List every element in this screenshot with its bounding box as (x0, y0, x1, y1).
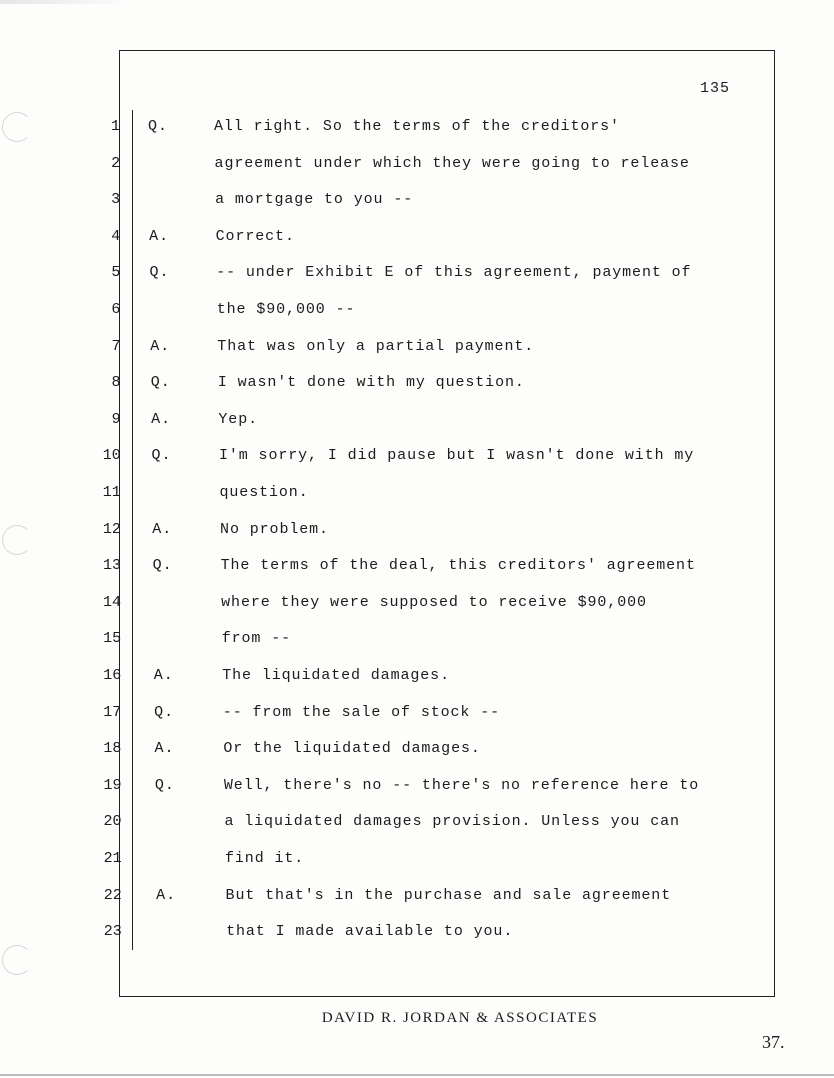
reporter-footer: DAVID R. JORDAN & ASSOCIATES (321, 1010, 599, 1026)
speaker-answer: A. (151, 410, 172, 428)
transcript-line-text: agreement under which they were going to release (214, 154, 690, 172)
speaker-question: Q. (148, 118, 169, 135)
speaker-answer: A. (149, 227, 170, 245)
line-number: 11 (102, 484, 121, 501)
transcript-line-text: Well, there's no -- there's no reference here to (223, 776, 700, 794)
speaker-question: Q. (154, 776, 175, 794)
line-number: 6 (111, 301, 121, 318)
speaker-question: Q. (152, 557, 173, 575)
line-number: 21 (103, 850, 122, 867)
transcript-line-text: from -- (221, 630, 291, 648)
speaker-answer: A. (150, 337, 171, 355)
line-number: 15 (103, 630, 122, 648)
transcript-line-text: All right. So the terms of the creditors' (214, 118, 620, 135)
line-number: 20 (103, 813, 122, 831)
speaker-answer: A. (154, 740, 175, 758)
transcript-line-text: I wasn't done with my question. (217, 374, 525, 392)
line-number: 4 (111, 227, 121, 245)
line-number: 12 (102, 520, 121, 538)
punch-hole (2, 945, 32, 975)
transcript-line-text: No problem. (220, 520, 329, 538)
line-number: 13 (102, 557, 121, 575)
speaker-answer: A. (153, 667, 174, 684)
transcript-line-text: the $90,000 -- (216, 301, 356, 318)
line-number: 9 (111, 410, 121, 428)
line-number: 22 (103, 886, 122, 904)
line-number: 2 (111, 154, 121, 172)
handwritten-exhibit-number: 37. (762, 1032, 785, 1052)
transcript-line-text: Yep. (218, 410, 258, 428)
line-number: 8 (111, 374, 121, 392)
transcript-line-text: Correct. (215, 227, 295, 245)
speaker-question: Q. (150, 374, 171, 392)
punch-hole (2, 525, 32, 555)
line-number: 10 (102, 447, 121, 465)
line-number: 5 (111, 264, 121, 282)
scan-edge-mark (0, 0, 120, 4)
transcript-line-text: -- under Exhibit E of this agreement, payment of (216, 264, 692, 282)
line-number: 23 (103, 923, 122, 941)
transcript-line-text: a mortgage to you -- (215, 191, 414, 209)
transcript-line-text: The terms of the deal, this creditors' agreement (220, 557, 696, 575)
transcript-line-text: The liquidated damages. (222, 667, 450, 684)
line-number: 18 (103, 740, 122, 758)
transcript-line-text: Or the liquidated damages. (223, 740, 481, 758)
speaker-question: Q. (154, 703, 175, 721)
transcript-line-text: where they were supposed to receive $90,000 (221, 593, 647, 611)
line-number: 14 (103, 593, 122, 611)
line-number: 19 (103, 776, 122, 794)
transcript-line-text: that I made available to you. (226, 923, 514, 941)
line-number: 16 (103, 667, 122, 684)
transcript-line-text: But that's in the purchase and sale agreement (225, 886, 672, 904)
transcript-line-text: a liquidated damages provision. Unless you can (224, 813, 680, 831)
line-number-margin-rule (132, 110, 133, 950)
transcript-line-text: I'm sorry, I did pause but I wasn't done with my (218, 447, 695, 465)
scan-bottom-edge (0, 1074, 834, 1076)
page-number: 135 (700, 80, 731, 97)
line-number: 3 (111, 191, 121, 209)
speaker-question: Q. (151, 447, 172, 465)
speaker-answer: A. (156, 886, 177, 904)
line-number: 7 (111, 337, 121, 355)
punch-hole (2, 112, 32, 142)
line-number: 1 (110, 118, 120, 135)
transcript-line-text: -- from the sale of stock -- (222, 703, 501, 721)
speaker-question: Q. (149, 264, 170, 282)
line-number: 17 (103, 703, 122, 721)
transcript-line-text: That was only a partial payment. (217, 337, 535, 355)
transcript-line-text: question. (219, 484, 309, 501)
transcript-line-text: find it. (225, 850, 305, 867)
speaker-answer: A. (152, 520, 173, 538)
